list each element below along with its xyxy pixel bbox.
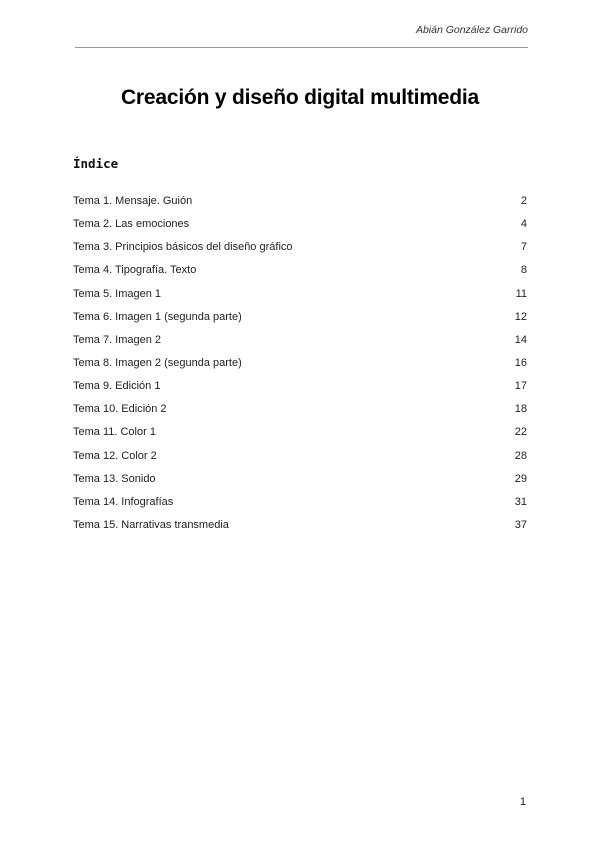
toc-entry-title: Tema 14. Infografías	[73, 495, 174, 508]
toc-entry[interactable]	[73, 519, 527, 542]
toc-entry-title: Tema 11. Color 1	[73, 426, 156, 439]
toc-entry[interactable]	[73, 403, 527, 426]
toc-entry[interactable]	[73, 288, 527, 311]
toc-entry[interactable]	[73, 496, 527, 519]
toc-entry[interactable]	[73, 334, 527, 357]
toc-heading: Índice	[73, 156, 119, 171]
toc-entry-title: Tema 15. Narrativas transmedia	[73, 518, 229, 531]
toc-entry-title: Tema 7. Imagen 2	[73, 333, 162, 346]
toc-entry-title: Tema 9. Edición 1	[73, 380, 161, 393]
table-of-contents	[73, 195, 527, 542]
toc-entry-page: 17	[514, 380, 527, 393]
toc-entry-page: 16	[514, 356, 527, 369]
toc-entry[interactable]	[73, 450, 527, 473]
toc-entry-title: Tema 8. Imagen 2 (segunda parte)	[73, 356, 242, 369]
toc-entry[interactable]	[73, 426, 527, 449]
toc-entry-page: 2	[520, 195, 527, 207]
toc-entry-title: Tema 2. Las emociones	[73, 218, 190, 231]
toc-entry[interactable]	[73, 473, 527, 496]
toc-entry-page: 11	[515, 287, 527, 300]
page-number: 1	[519, 796, 526, 808]
toc-entry-page: 37	[514, 518, 527, 531]
toc-entry-title: Tema 1. Mensaje. Guión	[73, 195, 193, 207]
toc-entry[interactable]	[73, 218, 527, 241]
toc-entry-page: 8	[520, 264, 527, 277]
toc-entry[interactable]	[73, 311, 527, 334]
toc-entry-page: 14	[514, 333, 527, 346]
toc-entry-page: 22	[514, 426, 527, 439]
document-title: Creación y diseño digital multimedia	[120, 86, 480, 110]
toc-entry[interactable]	[73, 195, 527, 218]
toc-entry-page: 18	[514, 403, 527, 416]
header-divider	[75, 47, 528, 48]
toc-entry-title: Tema 3. Principios básicos del diseño gráfico	[73, 241, 293, 254]
toc-entry-title: Tema 4. Tipografía. Texto	[73, 264, 197, 277]
toc-entry-title: Tema 10. Edición 2	[73, 403, 167, 416]
toc-entry-title: Tema 6. Imagen 1 (segunda parte)	[73, 310, 242, 323]
toc-entry-page: 31	[514, 495, 527, 508]
toc-entry-page: 29	[514, 472, 527, 485]
toc-entry[interactable]	[73, 380, 527, 403]
toc-entry-page: 4	[520, 218, 527, 231]
toc-entry[interactable]	[73, 264, 527, 287]
toc-entry-page: 7	[520, 241, 527, 254]
header-author: Abián González Garrido	[415, 24, 528, 36]
toc-entry[interactable]	[73, 357, 527, 380]
toc-entry[interactable]	[73, 241, 527, 264]
toc-entry-title: Tema 13. Sonido	[73, 472, 156, 485]
toc-entry-page: 12	[514, 310, 527, 323]
toc-entry-title: Tema 5. Imagen 1	[73, 287, 162, 300]
toc-entry-page: 28	[514, 449, 527, 462]
toc-entry-title: Tema 12. Color 2	[73, 449, 157, 462]
